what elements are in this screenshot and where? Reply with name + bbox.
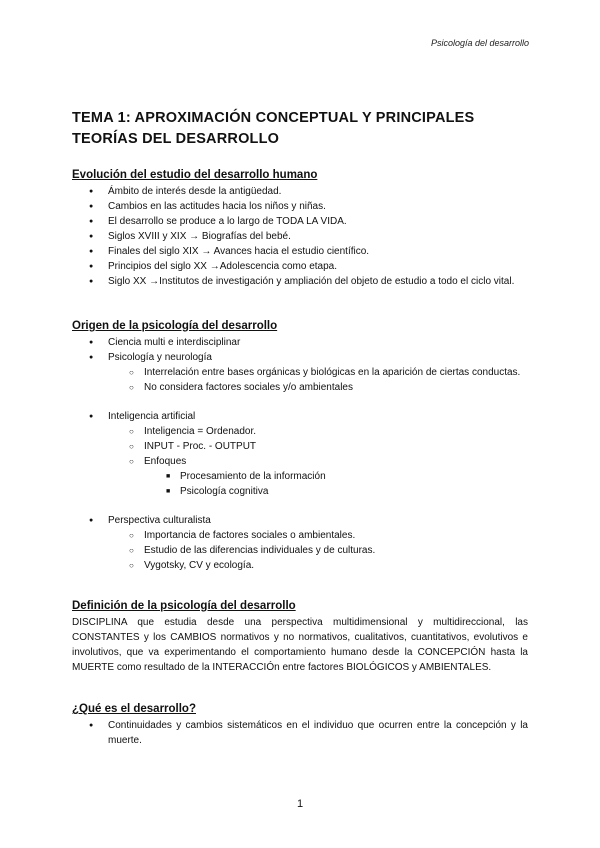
section-heading: ¿Qué es el desarrollo? xyxy=(72,703,196,715)
sub-list-item: ○ No considera factores sociales y/o ambientales xyxy=(108,380,528,395)
list-item: ● Inteligencia artificial ○ Inteligencia = Ordenador. ○ INPUT - Proc. - OUTPUT ○ Enfoques ■ Procesamiento de la información ■ Psicología cognitiva xyxy=(72,409,528,499)
sub-list xyxy=(108,528,528,573)
sub-list-item: ○ Vygotsky, CV y ecología. xyxy=(108,558,528,573)
list-item: ● Cambios en las actitudes hacia los niños y niñas. xyxy=(72,199,528,214)
bullet-list xyxy=(72,409,528,499)
sub-list-item: ○ Importancia de factores sociales o ambientales. xyxy=(108,528,528,543)
bullet-list xyxy=(72,513,528,573)
sub-list xyxy=(108,365,528,395)
list-item: ● Siglos XVIII y XIX → Biografías del bebé. xyxy=(72,229,528,244)
sub-list-item: ○ Enfoques ■ Procesamiento de la información ■ Psicología cognitiva xyxy=(108,454,528,499)
page-number: 1 xyxy=(296,798,304,810)
list-item: ● Ciencia multi e interdisciplinar xyxy=(72,335,528,350)
sub-list xyxy=(108,424,528,499)
section-heading: Evolución del estudio del desarrollo humano xyxy=(72,169,318,181)
list-item: ● Psicología y neurología ○ Interrelación entre bases orgánicas y biológicas en la aparición de ciertas conductas. ○ No considera factores sociales y/o ambientales xyxy=(72,350,528,395)
section-que-es xyxy=(72,702,528,748)
section-heading: Definición de la psicología del desarrollo xyxy=(72,600,296,612)
running-header: Psicología del desarrollo xyxy=(430,38,529,48)
sub-sub-list-item: ■ Procesamiento de la información xyxy=(144,469,528,484)
bullet-list xyxy=(72,335,528,395)
list-item: ● Continuidades y cambios sistemáticos en el individuo que ocurren entre la concepción y la muerte. xyxy=(72,718,528,748)
page-title: TEMA 1: APROXIMACIÓN CONCEPTUAL Y PRINCIPALES TEORÍAS DEL DESARROLLO xyxy=(72,110,475,147)
list-item: ● Ámbito de interés desde la antigüedad. xyxy=(72,184,528,199)
bullet-list xyxy=(72,184,528,289)
list-item: ● Perspectiva culturalista ○ Importancia de factores sociales o ambientales. ○ Estudio de las diferencias individuales y de culturas. ○ Vygotsky, CV y ecología. xyxy=(72,513,528,573)
sub-list-item: ○ INPUT - Proc. - OUTPUT xyxy=(108,439,528,454)
list-item: ● Principios del siglo XX →Adolescencia como etapa. xyxy=(72,259,528,274)
definition-paragraph: DISCIPLINA que estudia desde una perspectiva multidimensional y multidireccional, las CONSTANTES y los CAMBIOS normativos y no normativos, cualitativos, cuantitativos, evolutivos e involutivos, que va experimentando el comportamiento humano desde la CONCEPCIÓN hasta la MUERTE como resultado de la INTERACCIÓn entre factores BIOLÓGICOS y AMBIENTALES. xyxy=(72,617,528,673)
section-origen xyxy=(72,319,528,573)
sub-list-item: ○ Inteligencia = Ordenador. xyxy=(108,424,528,439)
sub-list-item: ○ Interrelación entre bases orgánicas y biológicas en la aparición de ciertas conductas. xyxy=(108,365,528,380)
sub-list-item: ○ Estudio de las diferencias individuales y de culturas. xyxy=(108,543,528,558)
sub-sub-list xyxy=(144,469,528,499)
section-heading: Origen de la psicología del desarrollo xyxy=(72,320,278,332)
bullet-list xyxy=(72,718,528,748)
list-item: ● Finales del siglo XIX → Avances hacia el estudio científico. xyxy=(72,244,528,259)
section-definicion xyxy=(72,599,528,675)
list-item: ● Siglo XX →Institutos de investigación y ampliación del objeto de estudio a todo el ciclo vital. xyxy=(72,274,528,289)
section-evolucion xyxy=(72,168,528,289)
list-item: ● El desarrollo se produce a lo largo de TODA LA VIDA. xyxy=(72,214,528,229)
sub-sub-list-item: ■ Psicología cognitiva xyxy=(144,484,528,499)
